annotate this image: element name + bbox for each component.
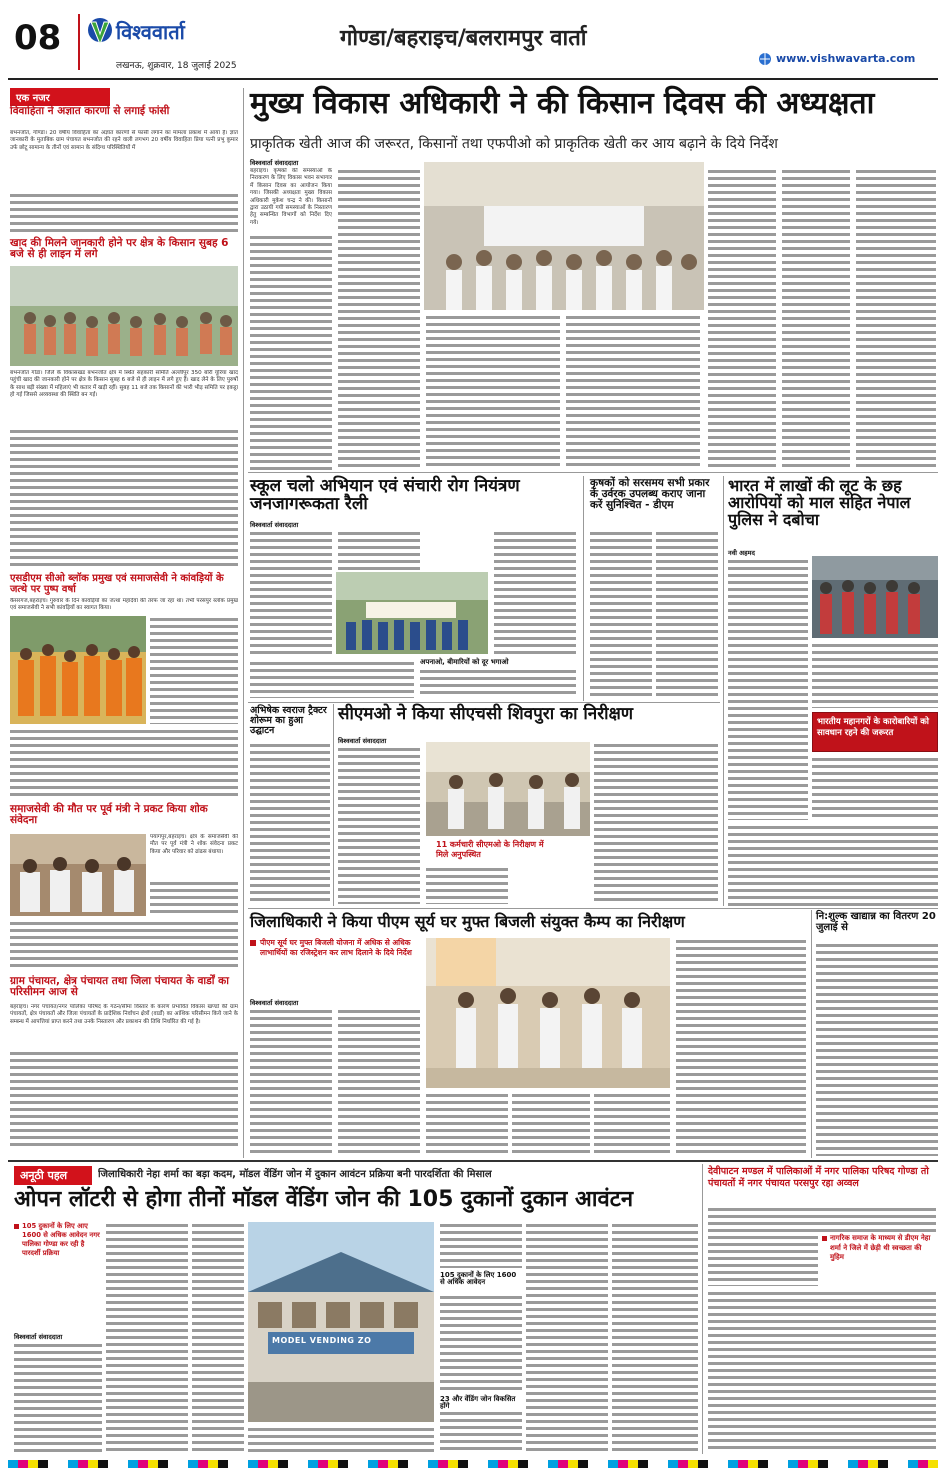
pm-surya-camp-photo [426,938,670,1088]
story-text-block [250,234,332,470]
column-rule [723,476,724,906]
story-text-block [250,1008,332,1156]
story-text-block [812,642,938,708]
byline: विश्ववार्ता संवाददाता [250,521,299,529]
story-text-block [440,1294,522,1394]
story-text-block [728,824,938,906]
dateline: लखनऊ, शुक्रवार, 18 जुलाई 2025 [116,61,237,71]
kanwar-yatra-photo [10,616,146,724]
vending-zone-sign: MODEL VENDING ZO [272,1336,372,1345]
story-text-block [708,1290,936,1450]
pull-quote-text: पीएम सूर्य घर मुफ्त बिजली योजना में अधिक से अधिक लाभार्थियों का रजिस्ट्रेशन कर लाभ दिलाने के दिये निर्देश [260,938,412,957]
story-body: बभनजोत गोंडा। जिले के विकासखंड बभनजोत क्षेत्र में स्थित सहकारी समिति अल्लीपुर 350 बोरी यूरिया खाद पहुंची खाद की जानकारी होने पर क्षेत्र के किसान सुबह 6 बजे से ही लाइन में लगे हुए हैं। खाद लेने के लिए पुरुषों के साथ बड़ी संख्या में महिलाएं भी कतार में खड़ी रहीं। सुबह 11 बजे तक किसानों की भारी भीड़ समिति पर इकट्ठा हो गई जिससे अव्यवस्था की स्थिति बन गई। [10,370,238,399]
cmo-headline: सीएमओ ने किया सीएचसी शिवपुरा का निरीक्षण [338,704,634,724]
story-text-block [420,668,576,698]
story-text-block [338,746,420,904]
story-text-block [782,168,850,470]
column-rule [243,88,244,1158]
byline: विश्ववार्ता संवाददाता [14,1333,63,1341]
paper-logo [86,12,114,52]
story-text-block [106,1222,188,1452]
story-text-block [10,920,238,970]
story-text-block [494,530,576,654]
pull-marker-icon [250,940,256,946]
bottom-subhead: 23 और वेंडिंग जोन विकसित होंगे [440,1395,516,1411]
story-headline: ग्राम पंचायत, क्षेत्र पंचायत तथा जिला पंचायत के वार्डों का परिसीमन आज से [10,975,229,999]
story-text-block [426,1092,508,1156]
story-text-block [812,756,938,820]
story-text-block [526,1222,608,1452]
kisan-diwas-meeting-photo [424,162,704,310]
school-rally-photo [336,572,488,654]
story-headline: खाद की मिलने जानकारी होने पर क्षेत्र के किसान सुबह 6 बजे से ही लाइन में लगे [10,237,229,261]
rally-headline: स्कूल चलो अभियान एवं संचारी रोग नियंत्रण जनजागरूकता रैली [250,476,520,514]
lead-body: बहराइच। कृषकों की समस्याओं के निराकरण के लिए विकास भवन सभागार में किसान दिवस का आयोजन किया गया। जिसकी अध्यक्षता मुख्य विकास अधिकारी मुकेश चन्द्र ने की। किसानों द्वारा उठायी गयी समस्याओं के निस्तारण हेतु सम्बन्धित विभागों को निर्देश दिए गये। [250,168,332,226]
pull-marker-icon [14,1224,19,1229]
lead-headline: मुख्य विकास अधिकारी ने की किसान दिवस की अध्यक्षता [250,86,875,121]
pull-marker-icon [822,1236,827,1241]
section-rule [248,908,938,909]
story-text-block [338,1008,420,1156]
website-url[interactable]: www.vishwavarta.com [776,52,916,65]
masthead-divider [78,14,80,70]
pull-quote-text: नागरिक समाज के माध्यम से डीएम नेहा शर्मा ने जिले में छेड़ी थी स्वच्छता की मुहिम [830,1234,931,1261]
vending-zone-photo [248,1222,434,1422]
paper-name: विश्ववार्ता [116,20,185,44]
story-body: बभनजोत, गोण्डा। 20 वर्षीय विवाहिता का अज्ञात कारणों से फांसी लगाने का मामला प्रकाश में आया है। ज्ञात जानकारी के मुताबिक ग्राम पंचायत बभनजोत की रहने वाली लगभग 20 वर्षीय विवाहिता प्रिया पत्नी प्रभु कुमार उर्फ छोटू सामान्य के तीनों एवं सामान के संदिग्ध परिस्थितियों में [10,130,238,151]
story-text-block [612,1222,698,1452]
story-text-block [150,880,238,916]
byline: विश्ववार्ता संवाददाता [250,159,299,167]
story-text-block [192,1222,244,1452]
story-text-block [594,742,718,904]
story-body: पयागपुर,बहराइच। क्षेत्र के समाजसेवी की मौत पर पूर्व मंत्री ने शोक संवेदना प्रकट किया और परिवार को ढांढस बंधाया। [150,834,238,855]
bottom-subhead: 105 दुकानों के लिए 1600 से अधिक आवेदन [440,1271,517,1287]
rally-photo-caption: अपनाओ, बीमारियों को दूर भगाओ [420,658,509,666]
story-text-block [440,1410,522,1452]
story-text-block [590,530,652,698]
story-text-block [250,742,330,904]
nepal-police-headline: भारत में लाखों की लूट के छह आरोपियों को माल सहित नेपाल पुलिस ने दबोचा [728,476,911,529]
column-rule [811,910,812,1158]
masthead [0,0,945,80]
column-rule [583,476,584,701]
page-number: 08 [14,18,62,58]
anuthi-pahal-tag: अनूठी पहल [14,1166,92,1185]
story-text-block [250,530,332,656]
lead-subheadline: प्राकृतिक खेती आज की जरूरत, किसानों तथा एफपीओ को प्राकृतिक खेती कर आय बढ़ाने के दिये निर्देश [250,136,778,152]
story-text-block [676,938,806,1156]
story-text-block [708,1234,818,1286]
column-rule [333,704,334,906]
cmo-pull-quote: 11 कर्मचारी सीएमओ के निरीक्षण में मिले अनुपस्थित [436,840,544,859]
accused-arrest-photo [812,556,938,638]
story-text-block [150,616,238,724]
byline: विश्ववार्ता संवाददाता [338,737,387,745]
devipatan-headline: देवीपाटन मण्डल में पालिकाओं में नगर पालिका परिषद गोण्डा तो पंचायतों में नगर पंचायत परसपुर रहा अव्वल [708,1166,929,1189]
story-text-block [10,192,238,234]
story-text-block [250,660,414,698]
story-body: कैसरगंज,बहराइच। गुरुवार के दिन कांवड़ियों का जत्था महादेवा की तरफ जा रहा था। तभी परसपुर ब्लॉक प्रमुख एवं समाजसेवी ने सभी कांवड़ियों का स्वागत किया। [10,598,238,612]
cmo-inspection-photo [426,742,590,836]
warning-box [812,712,938,752]
story-text-block [566,314,700,470]
story-text-block [856,168,936,470]
pull-quote-text: 105 दुकानों के लिए आए 1600 से अधिक आवेदन नगर पालिका गोण्डा कर रही है पारदर्शी प्रक्रिया [22,1222,100,1257]
story-text-block [816,942,938,1156]
masthead-rule [8,78,938,80]
section-rule [248,472,938,473]
farmers-queue-photo [10,266,238,366]
print-color-bar [8,1460,938,1468]
story-text-block [708,1206,936,1232]
story-body: बहराइच। नगर पंचायत/नगर पालिका परिषद के गठन/सीमा विस्तार के कारण प्रभावित विकास खण्डों की ग्राम पंचायतों, क्षेत्र पंचायतों और जिला पंचायतों के प्रादेशिक निर्वाचन क्षेत्रों (वार्डों) का आंशिक परिसीमन किये जाने के सम्बन्ध में आपत्तियां प्राप्त करने तथा उनके निस्तारण और प्रकाशन की तिथि निर्धारित की गई है। [10,1004,238,1025]
story-text-block [426,866,508,904]
column-rule [702,1164,703,1454]
pm-surya-headline: जिलाधिकारी ने किया पीएम सूर्य घर मुफ्त बिजली संयुक्त कैम्प का निरीक्षण [250,912,685,931]
story-text-block [338,530,420,570]
story-text-block [14,1342,102,1452]
story-text-block [338,168,420,470]
pm-surya-pull [250,938,420,992]
bottom-pull [14,1222,102,1286]
story-text-block [248,1426,434,1452]
fertilizer-headline: कृषकों को सरसमय सभी प्रकार के उर्वरक उपलब्ध कराए जाना करें सुनिश्चित - डीएम [590,477,710,512]
bottom-kicker: जिलाधिकारी नेहा शर्मा का बड़ा कदम, मॉडल वेंडिंग जोन में दुकान आवंटन प्रक्रिया बनी पारदर्शिता की मिसाल [98,1169,492,1180]
story-text-block [708,168,776,470]
story-text-block [512,1092,590,1156]
byline: विश्ववार्ता संवाददाता [250,999,299,1007]
devipatan-pull [822,1234,936,1284]
section-title: गोण्डा/बहराइच/बलरामपुर वार्ता [340,26,587,51]
web-icon [758,52,772,66]
section-rule [248,702,720,703]
story-text-block [426,314,560,470]
story-headline: एसडीएम सीओ ब्लॉक प्रमुख एवं समाजसेवी ने कांवड़ियों के जत्थे पर पुष्प वर्षा [10,573,224,595]
showroom-headline: अभिषेक स्वराज ट्रैक्टर शोरूम का हुआ उद्घाटन [250,705,327,736]
devipatan-box [706,1164,938,1454]
left-column [8,86,240,1156]
story-text-block [656,530,718,698]
warning-box-text: भारतीय महानगरों के कारोबारियों को सावधान रहने की जरूरत [817,717,929,738]
ration-headline: नि:शुल्क खाद्यान्न का वितरण 20 जुलाई से [816,911,936,933]
story-headline: समाजसेवी की मौत पर पूर्व मंत्री ने प्रकट किया शोक संवेदना [10,803,208,827]
byline: नवी अहमद [728,549,755,557]
bottom-headline: ओपन लॉटरी से होगा तीनों मॉडल वेंडिंग जोन की 105 दुकानों दुकान आवंटन [14,1187,634,1212]
story-text-block [10,728,238,798]
story-text-block [10,428,238,568]
ek-nazar-tag: एक नजर [10,88,110,106]
story-headline: विवाहिता ने अज्ञात कारणों से लगाई फांसी [10,105,170,117]
condolence-photo [10,834,146,916]
story-text-block [440,1222,522,1268]
lead-story [248,86,938,529]
story-text-block [594,1092,670,1156]
story-text-block [10,1050,238,1150]
section-rule [8,1160,938,1162]
story-text-block [728,558,808,820]
